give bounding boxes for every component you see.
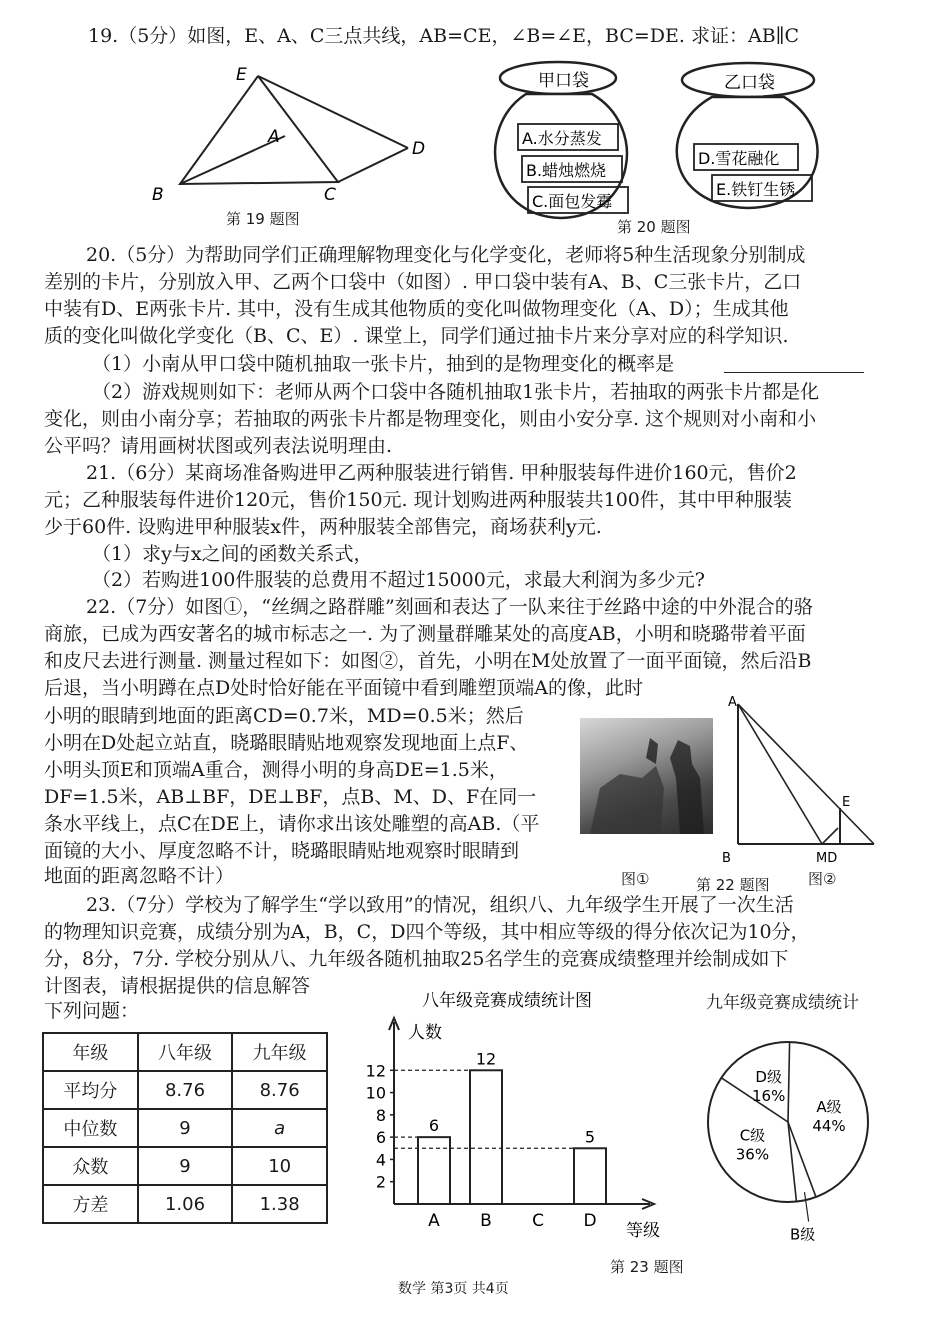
pie-slice-percent: 36%: [735, 1145, 770, 1164]
q22-caption: 第 22 题图: [696, 876, 770, 894]
q19-caption: 第 19 题图: [226, 210, 300, 228]
bag-a: [495, 62, 628, 218]
q20-line-6: （2）游戏规则如下：老师从两个口袋中各随机抽取1张卡片，若抽取的两张卡片都是化: [92, 381, 820, 403]
bar-value-label: 6: [428, 1116, 440, 1136]
table-header: 九年级: [232, 1033, 327, 1071]
q22-fig2-label: 图②: [808, 870, 837, 888]
q22-line-3: 和皮尺去进行测量. 测量过程如下：如图②，首先，小明在M处放置了一面平面镜，然后沿B: [44, 650, 812, 672]
q20-line-5: （1）小南从甲口袋中随机抽取一张卡片，抽到的是物理变化的概率是: [92, 353, 675, 375]
q20-line-2: 差别的卡片，分别放入甲、乙两个口袋中（如图）. 甲口袋中装有A、B、C三张卡片，乙口: [44, 271, 802, 293]
label-a: A: [268, 127, 280, 147]
q23-line-4: 计图表，请根据提供的信息解答: [44, 975, 311, 997]
sculpture-silhouette: [580, 718, 713, 834]
q20-line-1: 20.（5分）为帮助同学们正确理解物理变化与化学变化，老师将5种生活现象分别制成: [86, 244, 806, 266]
q23-caption: 第 23 题图: [610, 1258, 684, 1276]
fig2-label-b: B: [722, 851, 731, 866]
bag-a-card-1: A.水分蒸发: [522, 129, 602, 148]
q20-figure: [486, 56, 876, 236]
table-cell: 众数: [43, 1147, 138, 1185]
q21-line-1: 21.（6分）某商场准备购进甲乙两种服装进行销售. 甲种服装每件进价160元，售价2: [86, 462, 797, 484]
stats-table: [42, 1032, 328, 1224]
triangle-ebc: [180, 76, 338, 184]
bag-a-card-2: B.蜡烛燃烧: [526, 161, 607, 180]
pie-slice-label: A级: [816, 1098, 842, 1117]
q22-figure-2: [716, 690, 876, 868]
label-d: D: [412, 139, 426, 159]
q20-caption: 第 20 题图: [617, 218, 691, 236]
bar-chart-ylabel: 人数: [408, 1023, 442, 1043]
bag-b-card-1: D.雪花融化: [698, 149, 780, 168]
bar-chart-title: 八年级竞赛成绩统计图: [422, 991, 592, 1011]
table-cell: 9: [138, 1147, 233, 1185]
table-cell: 中位数: [43, 1109, 138, 1147]
bar-chart-xlabel: 等级: [626, 1221, 660, 1241]
table-cell: 8.76: [232, 1071, 327, 1109]
fig2-label-e: E: [842, 795, 851, 810]
table-cell: 10: [232, 1147, 327, 1185]
pie-slice-label: B级: [789, 1225, 816, 1244]
label-c: C: [324, 185, 336, 205]
q20-line-4: 质的变化叫做化学变化（B、C、E）. 课堂上，同学们通过抽卡片来分享对应的科学知识.: [44, 325, 789, 347]
table-cell: 方差: [43, 1185, 138, 1223]
q20-line-7: 变化，则由小南分享；若抽取的两张卡片都是物理变化，则由小安分享. 这个规则对小南和小: [44, 408, 817, 430]
grade8-bar-chart: [348, 986, 678, 1240]
table-header: 年级: [43, 1033, 138, 1071]
table-cell: 平均分: [43, 1071, 138, 1109]
table-cell: a: [232, 1109, 327, 1147]
q22-line-8: DF=1.5米，AB⊥BF，DE⊥BF，点B、M、D、F在同一: [44, 786, 537, 808]
line-am: [738, 704, 822, 844]
x-tick-label: C: [532, 1211, 544, 1231]
y-tick-label: 6: [375, 1128, 386, 1148]
table-cell: 8.76: [138, 1071, 233, 1109]
q20-line-8: 公平吗？请用画树状图或列表法说明理由.: [44, 435, 393, 457]
y-tick-label: 2: [375, 1172, 386, 1192]
q21-line-3: 少于60件. 设购进甲种服装x件，两种服装全部售完，商场获利y元.: [44, 516, 602, 538]
q21-line-2: 元；乙种服装每件进价120元，售价150元. 现计划购进两种服装共100件，其中甲种服装: [44, 489, 792, 511]
pie-slice-percent: 16%: [752, 1087, 786, 1106]
bag-a-card-3: C.面包发霉: [532, 192, 613, 211]
bag-a-title: 甲口袋: [538, 71, 589, 91]
table-row: [43, 1071, 327, 1109]
y-tick-label: 12: [365, 1061, 386, 1081]
q22-line-9: 条水平线上，点C在DE上，请你求出该处雕塑的高AB.（平: [44, 813, 540, 835]
bar: [418, 1137, 450, 1204]
y-tick-label: 10: [365, 1083, 386, 1103]
x-tick-label: A: [428, 1211, 440, 1231]
q23-line-5: 下列问题：: [44, 1000, 140, 1022]
fig2-label-a: A: [728, 695, 737, 710]
q23-line-3: 分，8分，7分. 学校分别从八、九年级各随机抽取25名学生的竞赛成绩整理并绘制成如下: [44, 948, 789, 970]
q20-line-3: 中装有D、E两张卡片. 其中，没有生成其他物质的变化叫做物理变化（A、D）；生成其他: [44, 298, 789, 320]
q22-line-2: 商旅，已成为西安著名的城市标志之一. 为了测量群雕某处的高度AB，小明和晓璐带着平面: [44, 623, 806, 645]
table-row: [43, 1109, 327, 1147]
line-mc: [822, 828, 838, 844]
q22-line-10: 面镜的大小、厚度忽略不计，晓璐眼睛贴地观察时眼睛到: [44, 840, 520, 862]
table-header-row: [43, 1033, 327, 1071]
bag-b-card-2: E.铁钉生锈: [716, 180, 796, 199]
q22-line-4: 后退，当小明蹲在点D处时恰好能在平面镜中看到雕塑顶端A的像，此时: [44, 677, 643, 699]
bar-value-label: 5: [584, 1127, 596, 1147]
q19-text: 19.（5分）如图，E、A、C三点共线，AB=CE，∠B=∠E，BC=DE. 求证：AB∥C: [88, 25, 799, 47]
q22-fig1-label: 图①: [621, 870, 650, 888]
y-tick-label: 4: [375, 1150, 386, 1170]
label-b: B: [152, 185, 164, 205]
table-cell: 1.38: [232, 1185, 327, 1223]
pie-slice-label: C级: [739, 1126, 766, 1145]
table-header: 八年级: [138, 1033, 233, 1071]
q20-answer-blank: [724, 372, 864, 373]
bag-b-title: 乙口袋: [724, 73, 775, 93]
table-row: [43, 1185, 327, 1223]
q23-line-2: 的物理知识竞赛，成绩分别为A，B，C，D四个等级，其中相应等级的得分依次记为10分，: [44, 921, 810, 943]
q21-line-5: （2）若购进100件服装的总费用不超过15000元，求最大利润为多少元?: [92, 569, 705, 591]
q19-figure: [140, 60, 440, 210]
table-cell: 1.06: [138, 1185, 233, 1223]
x-tick-label: B: [480, 1211, 492, 1231]
x-tick-label: D: [583, 1211, 597, 1231]
segment-cd: [338, 148, 408, 182]
pie-slice-percent: 44%: [812, 1117, 846, 1136]
fig2-label-md: MD: [816, 851, 838, 866]
bar: [574, 1148, 606, 1204]
label-e: E: [236, 65, 247, 85]
line-af: [738, 704, 874, 844]
bar-value-label: 12: [475, 1049, 497, 1069]
q22-line-5: 小明的眼睛到地面的距离CD=0.7米，MD=0.5米；然后: [44, 705, 524, 727]
grade9-pie-chart: [700, 1030, 880, 1244]
page-footer: 数学 第3页 共4页: [398, 1281, 509, 1297]
sculpture-photo: [580, 718, 713, 834]
q23-line-1: 23.（7分）学校为了解学生“学以致用”的情况，组织八、九年级学生开展了一次生活: [86, 894, 794, 916]
table-cell: 9: [138, 1109, 233, 1147]
y-tick-label: 8: [375, 1105, 386, 1125]
table-row: [43, 1147, 327, 1185]
pie-slice-label: D级: [755, 1068, 782, 1087]
q22-line-1: 22.（7分）如图①，“丝绸之路群雕”刻画和表达了一队来往于丝路中途的中外混合的骆: [86, 596, 813, 618]
bar: [470, 1070, 502, 1204]
q22-line-7: 小明头顶E和顶端A重合，测得小明的身高DE=1.5米，: [44, 759, 508, 781]
q22-line-11: 地面的距离忽略不计）: [44, 865, 235, 887]
bag-b: [677, 63, 818, 208]
pie-chart-title: 九年级竞赛成绩统计: [706, 993, 859, 1013]
q21-line-4: （1）求y与x之间的函数关系式，: [92, 543, 373, 565]
q22-line-6: 小明在D处起立站直，晓璐眼睛贴地观察发现地面上点F、: [44, 732, 529, 754]
